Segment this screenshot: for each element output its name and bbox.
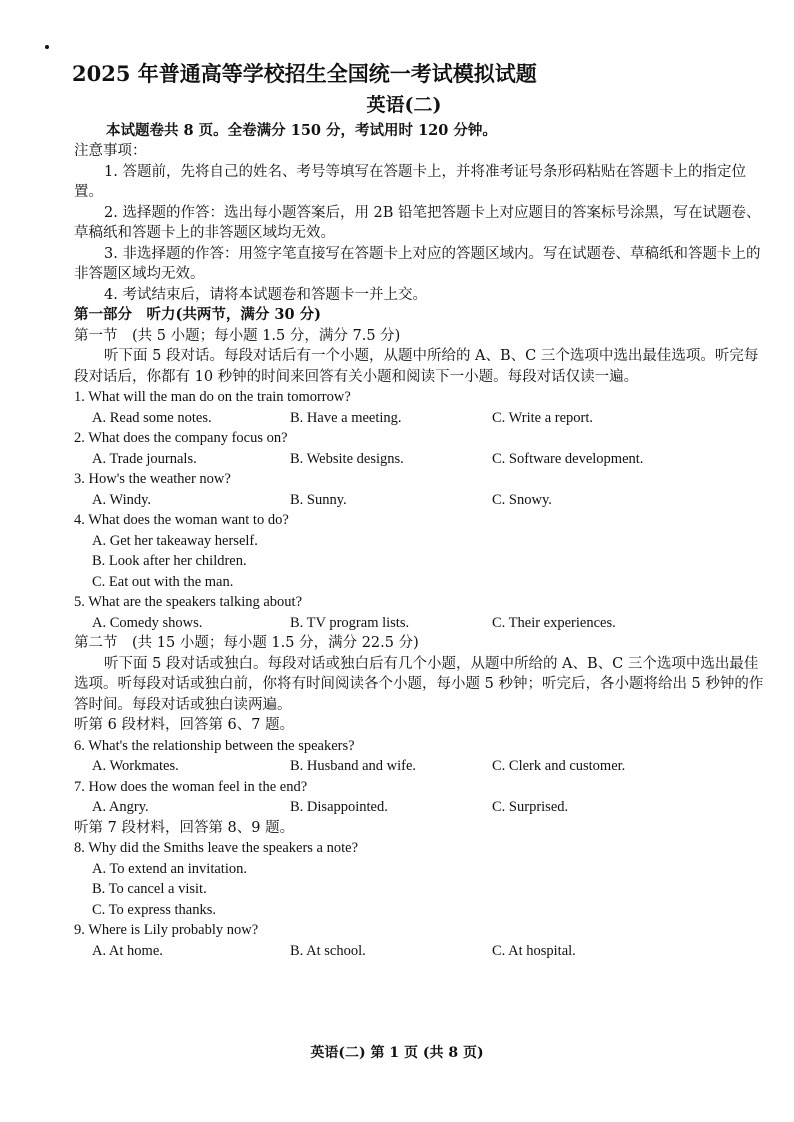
option-c: C. Software development. <box>492 450 644 467</box>
question-stem: 7. How does the woman feel in the end? <box>74 778 308 795</box>
section2-heading: 第二节 (共 15 小题；每小题 1.5 分，满分 22.5 分) <box>74 635 419 651</box>
notice-item-2: 2. 选择题的作答：选出每小题答案后，用 2B 铅笔把答题卡上对应题目的答案标号涂黑，写在试题卷、草稿纸和答题卡上的非答题区域均无效。 <box>74 204 761 241</box>
option-c: C. Their experiences. <box>492 614 616 631</box>
question-stem: 5. What are the speakers talking about? <box>74 594 303 610</box>
exam-page <box>74 58 764 961</box>
question-options <box>74 756 764 777</box>
question-options <box>74 941 764 962</box>
question-options <box>74 797 764 818</box>
option-b: B. Sunny. <box>290 491 347 508</box>
question-stem: 3. How's the weather now? <box>74 471 231 487</box>
notice-item-3: 3. 非选择题的作答：用签字笔直接写在答题卡上对应的答题区域内。写在试题卷、草稿纸和答题卡上的非答题区域均无效。 <box>74 245 761 282</box>
question-stem: 6. What's the relationship between the speakers? <box>74 737 355 754</box>
margin-dot <box>45 45 49 49</box>
part1-heading: 第一部分 听力(共两节，满分 30 分) <box>74 306 321 323</box>
option-b: B. At school. <box>290 942 366 959</box>
question-stem: 1. What will the man do on the train tomorrow? <box>74 389 351 405</box>
option-c: C. Clerk and customer. <box>492 758 626 774</box>
option-a: A. Read some notes. <box>92 409 212 426</box>
material-7-note: 听第 7 段材料，回答第 8、9 题。 <box>74 819 295 836</box>
question-stem: 9. Where is Lily probably now? <box>74 922 259 938</box>
section1-heading: 第一节 (共 5 小题；每小题 1.5 分，满分 7.5 分) <box>74 327 401 344</box>
question-options <box>74 490 764 511</box>
question-options <box>74 408 764 429</box>
option-a: A. Angry. <box>92 799 149 815</box>
exam-title: 2025 年普通高等学校招生全国统一考试模拟试题 <box>72 61 537 86</box>
section2-instructions: 听下面 5 段对话或独白。每段对话或独白后有几个小题，从题中所给的 A、B、C 三个选项中选出最佳选项。听每段对话或独白前，你将有时间阅读各个小题，每小题 5 秒钟；听完后，各小题将给出 5 秒钟的作答时间。每段对话或独白读两遍。 <box>74 655 764 713</box>
option-a: A. To extend an invitation. <box>92 860 247 877</box>
notice-heading: 注意事项： <box>74 143 147 159</box>
option-c: C. Write a report. <box>492 409 594 426</box>
option-c: C. Snowy. <box>492 491 552 508</box>
exam-subtitle: 英语(二) <box>366 94 442 116</box>
option-a: A. Comedy shows. <box>92 614 203 631</box>
option-c: C. Eat out with the man. <box>92 573 234 590</box>
option-a: A. Windy. <box>92 491 152 508</box>
option-b: B. Look after her children. <box>92 553 247 569</box>
option-a: A. Get her takeaway herself. <box>92 532 258 549</box>
option-b: B. Have a meeting. <box>290 409 402 426</box>
option-c: C. At hospital. <box>492 942 576 959</box>
option-c: C. Surprised. <box>492 799 569 815</box>
page-footer: 英语(二) 第 1 页 (共 8 页) <box>310 1045 484 1061</box>
option-b: B. Disappointed. <box>290 799 388 815</box>
option-a: A. At home. <box>92 942 163 959</box>
option-a: A. Workmates. <box>92 758 179 774</box>
notice-item-4: 4. 考试结束后，请将本试题卷和答题卡一并上交。 <box>104 286 427 303</box>
option-b: B. Website designs. <box>290 450 404 467</box>
option-a: A. Trade journals. <box>92 450 197 467</box>
question-stem: 2. What does the company focus on? <box>74 430 288 446</box>
option-b: B. To cancel a visit. <box>92 881 207 897</box>
exam-summary: 本试题卷共 8 页。全卷满分 150 分，考试用时 120 分钟。 <box>106 122 497 139</box>
option-b: B. TV program lists. <box>290 614 410 631</box>
option-b: B. Husband and wife. <box>290 758 417 774</box>
material-6-note: 听第 6 段材料，回答第 6、7 题。 <box>74 717 295 733</box>
question-stem: 4. What does the woman want to do? <box>74 512 289 528</box>
question-options <box>74 613 764 634</box>
question-options <box>74 449 764 470</box>
notice-item-1: 1. 答题前，先将自己的姓名、考号等填写在答题卡上，并将准考证号条形码粘贴在答题卡上的指定位置。 <box>74 163 746 200</box>
option-c: C. To express thanks. <box>92 901 216 918</box>
section1-instructions: 听下面 5 段对话。每段对话后有一个小题，从题中所给的 A、B、C 三个选项中选出最佳选项。听完每段对话后，你都有 10 秒钟的时间来回答有关小题和阅读下一小题。每段对话仅读一遍。 <box>74 348 759 385</box>
question-stem: 8. Why did the Smiths leave the speakers a note? <box>74 840 359 856</box>
